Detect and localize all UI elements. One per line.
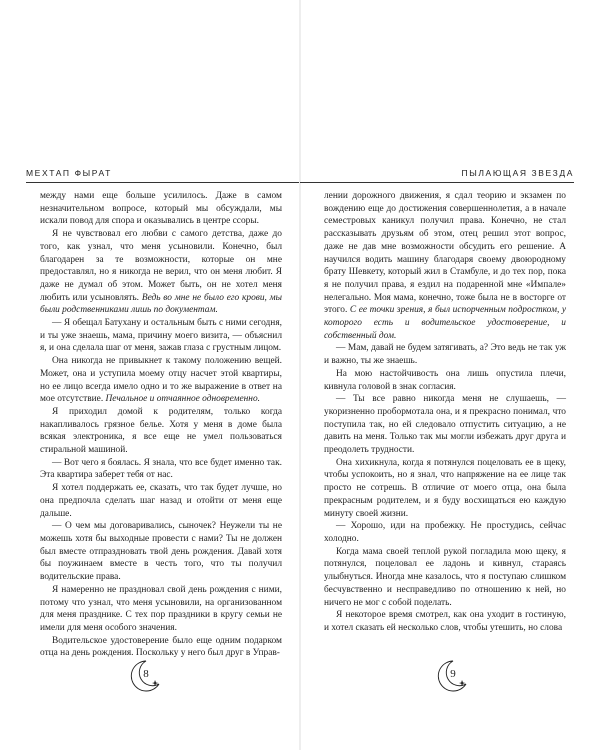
paragraph: — Мам, давай не будем затягивать, а? Это ведь не так уж и важно, ты же знаешь. <box>324 343 566 367</box>
paragraph: Я приходил домой к родителям, только когда накапливалось грязное белье. Хотя у меня в доме была всякая электроника, я все еще не умел пользоваться стиральной машиной. <box>40 406 282 456</box>
paragraph: На мою настойчивость она лишь опустила плечи, кивнула головой в знак согласия. <box>324 368 566 392</box>
page-number: 9 <box>450 668 456 680</box>
paragraph: — Вот чего я боялась. Я знала, что все будет именно так. Эта квартира заберет тебя от нас. <box>40 457 282 481</box>
right-page <box>300 0 600 750</box>
running-head-author: МЕХТАП ФЫРАТ <box>26 168 112 178</box>
paragraph: Я намеренно не праздновал свой день рождения с ними, потому что узнал, что меня усыновили, на организованном для меня празднике. С тех пор праздники в кругу семьи не имели для меня особого значения. <box>40 584 282 633</box>
italic-span: С ее точки зрения, я был испорченным подростком, у которого есть и водительское удостоверение, и собственный дом. <box>324 305 567 341</box>
running-head-title: ПЫЛАЮЩАЯ ЗВЕЗДА <box>461 168 574 178</box>
paragraph: — Ты все равно никогда меня не слушаешь, — укоризненно пробормотала она, и я прекрасно понимал, что поступила так, но ей следовало отпустить ситуацию, а не давить на меня. Только так мы могли избежать друг друга и преодолеть трудности. <box>324 394 566 456</box>
paragraph: Я некоторое время смотрел, как она уходит в гостиную, и хотел сказать ей несколько слов, чтобы утешить, но слова <box>324 610 566 633</box>
paragraph: — Я обещал Батухану и остальным быть с ними сегодня, и ты уже знаешь, мама, причину моего визита, — объяснил я, и она сделала шаг от меня, зажав глаза с грустным лицом. <box>40 318 282 354</box>
left-page-text <box>40 190 282 660</box>
header-rule <box>26 182 300 183</box>
paragraph: — Хорошо, иди на пробежку. Не простудись, сейчас холодно. <box>324 521 566 544</box>
paragraph: Водительское удостоверение было еще одним подарком отца на день рождения. Поскольку у него был друг в Управ- <box>40 635 282 659</box>
right-page-text <box>324 190 566 635</box>
page-number-ornament <box>126 656 166 696</box>
paragraph: между нами еще больше усилилось. Даже в самом незначительном вопросе, который мы обсуждали, мы искали повод для спора и оказывались в центре ссоры. <box>40 191 282 227</box>
italic-span: Печальное и отчаянное одновременно. <box>105 394 260 405</box>
paragraph: Она никогда не привыкнет к такому положению вещей. Может, она и уступила моему отцу насчет этой квартиры, но ее лицо всегда имело одно и то же выражение в ответ на мое отсутствие. Печальное и отчаянное одновременно. <box>40 356 282 405</box>
page-number: 8 <box>143 668 149 680</box>
paragraph: — О чем мы договаривались, сыночек? Неужели ты не можешь хотя бы выходные провести с нами? Ты не должен был вместе отпраздновать твой день рождения. Давай хотя бы поужинаем вместе в честь того, что ты получил водительские права. <box>40 521 282 583</box>
paragraph: лении дорожного движения, я сдал теорию и экзамен по вождению еще до достижения совершеннолетия, а в начале семестровых каникул получил права. Конечно, не стал рассказывать друзьям об этом, отец решил этот вопрос, даже не дав мне возможности обсудить его решение. А научился водить машину благодаря своему двоюродному брату Шевкету, который жил в Стамбуле, и до тех пор, пока я не получил права, я ездил на подаренной мне «Импале» нелегально. Моя мама, конечно, тоже была не в восторге от этого. С ее точки зрения, я был испорченным подростком, у которого есть и водительское удостоверение, и собственный дом. <box>324 191 567 341</box>
header-rule <box>300 182 574 183</box>
paragraph: Я не чувствовал его любви с самого детства, даже до того, как узнал, что меня усыновили. Конечно, был благодарен за те возможности, которые он мне предоставлял, но я никогда не верил, что он меня любит. Я даже не думал об этом. Может быть, он не хотел меня любить или усыновлять. Ведь во мне не было его крови, мы были родственниками лишь по документам. <box>40 229 283 316</box>
italic-span: Ведь во мне не было его крови, мы были родственниками лишь по документам. <box>40 292 283 316</box>
paragraph: Когда мама своей теплой рукой погладила мою щеку, я потянулся, поцеловал ее ладонь и кивнул, стараясь улыбнуться. Иногда мне казалось, что я поступаю слишком бесчувственно и несправедливо по отношению к ней, но ничего не мог с собой поделать. <box>324 546 566 608</box>
paragraph: Она хихикнула, когда я потянулся поцеловать ее в щеку, чтобы успокоить, но я знал, что напряжение на ее лице так просто не сотрешь. В отличие от моего отца, она была прекрасным родителем, и я буду восхищаться ею каждую минуту своей жизни. <box>324 457 566 519</box>
paragraph: Я хотел поддержать ее, сказать, что так будет лучше, но она предпочла сделать шаг назад и отойти от меня еще дальше. <box>40 483 282 519</box>
page-number-ornament <box>433 656 473 696</box>
